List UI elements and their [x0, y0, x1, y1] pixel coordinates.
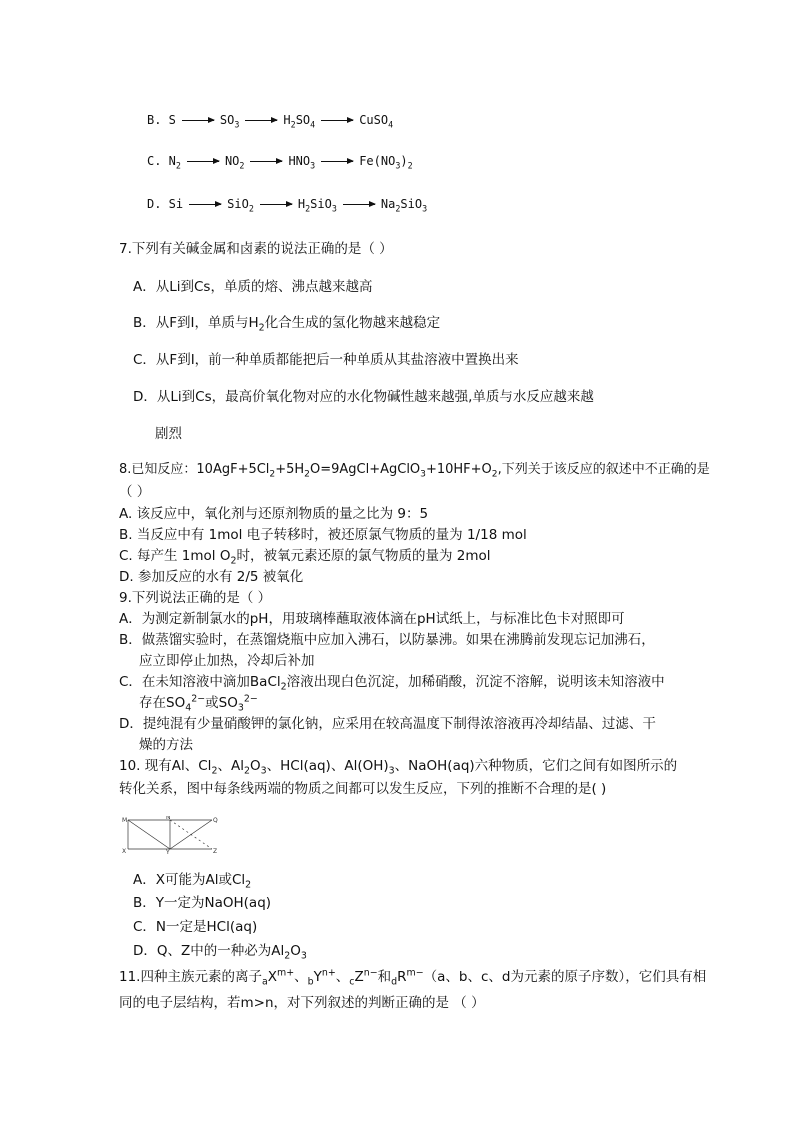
q7-option-c: C．从F到I，前一种单质都能把后一种单质从其盐溶液中置换出来 [133, 352, 519, 368]
arrow-icon [250, 161, 282, 162]
q8-option-c: C. 每产生 1mol $O_2$时，被氧元素还原的氯气物质的量为 2mol [119, 548, 491, 567]
q11-stem: 11.四种主族元素的离子$_aX^{m+}$、$_bY^{n+}$、$_cZ^{n-}$和$_dR^{m-}(a$、b、c、d为元素的原子序数），它们具有相 [119, 967, 707, 988]
q8-option-a: A. 该反应中，氧化剂与还原剂物质的量之比为 9：5 [119, 506, 429, 522]
arrow-icon [182, 120, 214, 121]
q7-option-b: B．从F到I，单质与$H_2$化合生成的氢化物越来越稳定 [133, 315, 441, 334]
q7-option-a: A．从Li到Cs，单质的熔、沸点越来越高 [133, 279, 373, 295]
node-q: Q [213, 817, 218, 824]
q8-stem: 8.已知反应：$10AgF+5Cl_2+5H_2O=9AgCl+AgClO_3+10HF+O_2$,下列关于该反应的叙述中不正确的是 [119, 462, 710, 480]
arrow-icon [260, 204, 292, 205]
q11-stem-cont: 同的电子层结构，若m>n，对下列叙述的判断正确的是 （ ） [119, 995, 485, 1011]
arrow-icon [189, 204, 221, 205]
q9-option-d-cont: 燥的方法 [139, 737, 193, 753]
q10-stem: 10. 现有Al、$Cl_2$、$Al_2O_3$、HCl(aq)、$Al(OH)_3$、NaOH(aq)六种物质，它们之间有如图所示的 [119, 758, 678, 777]
option-c-chain: C. $N_2$ $NO_2$ $HNO_3$ $Fe(NO_3)_2$ [147, 154, 413, 171]
node-n: N [166, 816, 171, 821]
q9-option-c-cont: 存在$SO_4^{2-}$或$SO_3^{2-}$ [139, 693, 258, 714]
q10-option-d: D．Q、Z中的一种必为$Al_2O_3$ [133, 943, 307, 962]
q10-option-c: C．N一定是HCl(aq) [133, 919, 258, 935]
node-z: Z [213, 848, 218, 854]
q9-option-d: D．提纯混有少量硝酸钾的氯化钠，应采用在较高温度下制得浓溶液再冷却结晶、过滤、干 [119, 716, 656, 732]
q8-option-b: B. 当反应中有 1mol 电子转移时，被还原氯气物质的量为 1/18 mol [119, 527, 527, 543]
q7-stem: 7.下列有关碱金属和卤素的说法正确的是（ ） [119, 241, 393, 257]
option-d-chain: D. Si SiO$_2$ $H_2SiO_3$ $Na_2SiO_3$ [147, 197, 428, 214]
arrow-icon [187, 161, 219, 162]
q10-option-a: A．X可能为Al或$Cl_2$ [133, 872, 252, 891]
arrow-icon [343, 204, 375, 205]
arrow-icon [321, 161, 353, 162]
q10-option-b: B．Y一定为NaOH(aq) [133, 895, 272, 911]
node-m: M [122, 817, 128, 824]
node-y: Y [166, 849, 170, 854]
q9-stem: 9.下列说法正确的是（ ） [119, 590, 272, 606]
node-x: X [122, 848, 127, 854]
q9-option-b: B．做蒸馏实验时，在蒸馏烧瓶中应加入沸石，以防暴沸。如果在沸腾前发现忘记加沸石， [119, 632, 655, 648]
option-b-chain: B. S $SO_3$ $H_2SO_4$ CuSO$_4$ [147, 113, 394, 130]
arrow-icon [245, 120, 277, 121]
q8-paren: （ ） [119, 484, 151, 500]
arrow-icon [321, 120, 353, 121]
q10-stem-cont: 转化关系，图中每条线两端的物质之间都可以发生反应，下列的推断不合理的是( ) [119, 781, 607, 797]
q9-option-b-cont: 应立即停止加热，冷却后补加 [139, 653, 315, 669]
q10-relation-diagram [120, 816, 220, 854]
q9-option-a: A．为测定新制氯水的pH，用玻璃棒蘸取液体滴在pH试纸上，与标准比色卡对照即可 [119, 611, 625, 627]
q7-option-d: D．从Li到Cs，最高价氧化物对应的水化物碱性越来越强,单质与水反应越来越 [133, 389, 594, 405]
q9-option-c: C．在未知溶液中滴加BaCl$_2$溶液出现白色沉淀，加稀硝酸，沉淀不溶解，说明该未知溶液中 [119, 674, 665, 693]
q8-option-d: D. 参加反应的水有 2/5 被氧化 [119, 569, 304, 585]
q7-option-d-cont: 剧烈 [155, 426, 182, 442]
